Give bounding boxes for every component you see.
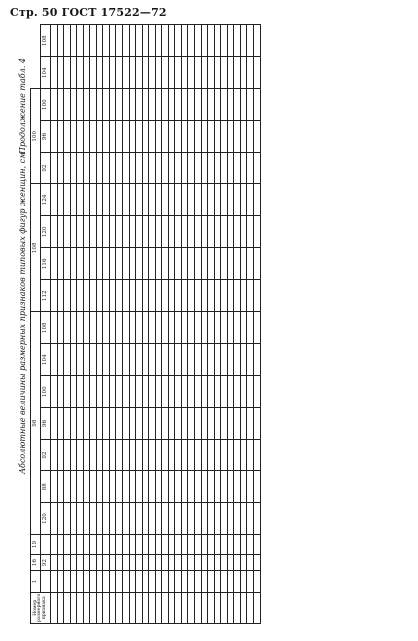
group-top-1: 16	[31, 554, 41, 570]
table-cell	[253, 408, 260, 440]
column-header-7: 112	[41, 280, 51, 312]
column-header-2: 92	[41, 439, 51, 471]
table-cell	[253, 248, 260, 280]
lead-cell	[253, 535, 260, 555]
column-group-1: 108	[31, 184, 41, 312]
table-cell	[253, 184, 260, 216]
table-continuation-label: Продолжение табл. 4	[18, 58, 27, 154]
group-top-0: 1	[31, 571, 41, 592]
column-header-14: 104	[41, 57, 51, 89]
sub-top-0	[41, 571, 51, 592]
column-group-2: 100	[31, 89, 41, 184]
measurements-table	[30, 24, 261, 624]
lead-cell	[253, 571, 260, 592]
table-cell	[253, 376, 260, 408]
row-label-header: Номер размерного признака	[31, 592, 51, 623]
column-header-12: 96	[41, 121, 51, 153]
group-top-2: 19	[31, 535, 41, 555]
table-cell	[253, 152, 260, 184]
page-header: Стр. 50 ГОСТ 17522—72	[10, 6, 167, 19]
table-cell	[253, 503, 260, 535]
table-cell	[253, 25, 260, 57]
column-header-3: 96	[41, 408, 51, 440]
table-caption: Абсолютные величины размерных признаков типовых фигур женщин, см	[18, 152, 27, 474]
rotated-table-area	[18, 24, 418, 624]
column-header-4: 100	[41, 376, 51, 408]
table-cell	[253, 280, 260, 312]
table-cell	[253, 57, 260, 89]
column-header-8: 116	[41, 248, 51, 280]
column-header-11: 92	[41, 152, 51, 184]
column-header-10: 124	[41, 184, 51, 216]
table-cell	[253, 471, 260, 503]
column-header-15: 108	[41, 25, 51, 57]
column-header-1: 88	[41, 471, 51, 503]
table-row	[253, 25, 260, 624]
lead-cell	[253, 554, 260, 570]
table-cell	[253, 312, 260, 344]
table-cell	[253, 344, 260, 376]
sub-top-2	[41, 535, 51, 555]
column-header-9: 120	[41, 216, 51, 248]
table-cell	[253, 89, 260, 121]
column-header-13: 100	[41, 89, 51, 121]
table-cell	[253, 121, 260, 153]
column-group-0: 98	[31, 312, 41, 535]
row-label	[253, 592, 260, 623]
sub-top-1: 92	[41, 554, 51, 570]
table-cell	[253, 216, 260, 248]
column-header-6: 108	[41, 312, 51, 344]
column-header-0: 120	[41, 503, 51, 535]
table-cell	[253, 439, 260, 471]
column-header-5: 104	[41, 344, 51, 376]
